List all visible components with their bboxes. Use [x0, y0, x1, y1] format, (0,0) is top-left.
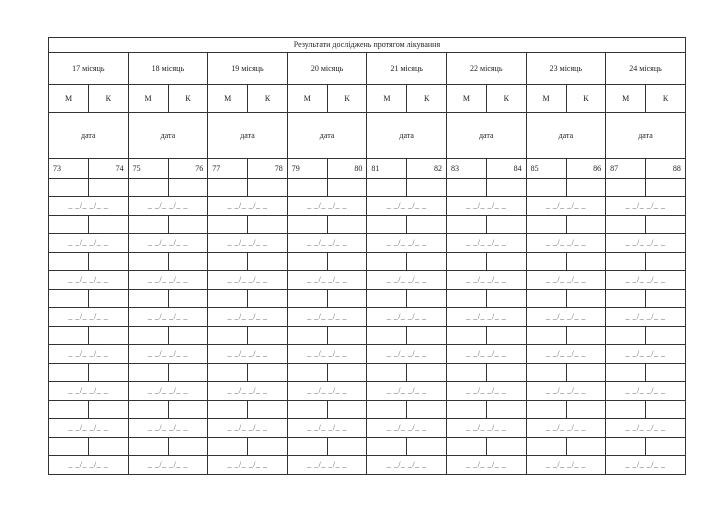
m-value-cell[interactable] [446, 179, 486, 197]
m-value-cell[interactable] [208, 401, 248, 419]
m-value-cell[interactable] [446, 438, 486, 456]
m-value-cell[interactable] [208, 438, 248, 456]
date-entry[interactable]: _ _/_ _/_ _ [49, 271, 129, 290]
k-value-cell[interactable] [327, 327, 367, 345]
date-entry[interactable]: _ _/_ _/_ _ [49, 308, 129, 327]
date-entry[interactable]: _ _/_ _/_ _ [208, 456, 288, 475]
m-label: М [49, 85, 89, 113]
date-entry[interactable]: _ _/_ _/_ _ [367, 382, 447, 401]
k-value-cell[interactable] [646, 401, 686, 419]
m-value-cell[interactable] [606, 253, 646, 271]
date-entry[interactable]: _ _/_ _/_ _ [128, 197, 208, 216]
m-value-cell[interactable] [367, 438, 407, 456]
m-value-cell[interactable] [128, 179, 168, 197]
k-value-cell[interactable] [486, 364, 526, 382]
k-value-cell[interactable] [327, 364, 367, 382]
m-value-cell[interactable] [367, 253, 407, 271]
m-value-cell[interactable] [287, 364, 327, 382]
k-value-cell[interactable] [566, 216, 606, 234]
date-entry[interactable]: _ _/_ _/_ _ [526, 197, 606, 216]
m-label: М [446, 85, 486, 113]
date-label: дата [287, 113, 367, 159]
date-entry[interactable]: _ _/_ _/_ _ [208, 197, 288, 216]
k-value-cell[interactable] [566, 327, 606, 345]
k-value-cell[interactable] [168, 327, 208, 345]
k-value-cell[interactable] [248, 327, 288, 345]
date-entry[interactable]: _ _/_ _/_ _ [606, 308, 686, 327]
date-entry[interactable]: _ _/_ _/_ _ [49, 345, 129, 364]
date-entry[interactable]: _ _/_ _/_ _ [526, 456, 606, 475]
column-number: 87 [606, 159, 646, 179]
date-entry[interactable]: _ _/_ _/_ _ [606, 345, 686, 364]
m-value-cell[interactable] [128, 438, 168, 456]
date-entry[interactable]: _ _/_ _/_ _ [446, 271, 526, 290]
column-number: 78 [248, 159, 288, 179]
k-label: К [168, 85, 208, 113]
date-entry[interactable]: _ _/_ _/_ _ [287, 345, 367, 364]
date-entry[interactable]: _ _/_ _/_ _ [49, 234, 129, 253]
date-entry[interactable]: _ _/_ _/_ _ [526, 271, 606, 290]
column-number: 76 [168, 159, 208, 179]
date-entry[interactable]: _ _/_ _/_ _ [49, 456, 129, 475]
k-value-cell[interactable] [566, 364, 606, 382]
m-value-cell[interactable] [606, 179, 646, 197]
m-label: М [128, 85, 168, 113]
m-value-cell[interactable] [208, 290, 248, 308]
date-entry[interactable]: _ _/_ _/_ _ [128, 234, 208, 253]
m-label: М [367, 85, 407, 113]
date-entry[interactable]: _ _/_ _/_ _ [287, 234, 367, 253]
k-value-cell[interactable] [327, 290, 367, 308]
k-value-cell[interactable] [486, 401, 526, 419]
date-entry[interactable]: _ _/_ _/_ _ [606, 197, 686, 216]
m-value-cell[interactable] [208, 364, 248, 382]
m-value-cell[interactable] [526, 401, 566, 419]
m-value-cell[interactable] [128, 364, 168, 382]
k-label: К [646, 85, 686, 113]
m-value-cell[interactable] [208, 179, 248, 197]
column-number: 79 [287, 159, 327, 179]
month-header: 19 місяць [208, 53, 288, 85]
k-value-cell[interactable] [89, 179, 129, 197]
m-value-cell[interactable] [367, 179, 407, 197]
k-value-cell[interactable] [168, 364, 208, 382]
date-entry[interactable]: _ _/_ _/_ _ [49, 382, 129, 401]
k-value-cell[interactable] [486, 438, 526, 456]
m-label: М [526, 85, 566, 113]
k-value-cell[interactable] [89, 438, 129, 456]
k-value-cell[interactable] [407, 179, 447, 197]
k-value-cell[interactable] [248, 364, 288, 382]
k-value-cell[interactable] [407, 364, 447, 382]
m-value-cell[interactable] [367, 327, 407, 345]
m-value-cell[interactable] [208, 327, 248, 345]
date-entry[interactable]: _ _/_ _/_ _ [287, 382, 367, 401]
m-value-cell[interactable] [287, 327, 327, 345]
k-value-cell[interactable] [89, 290, 129, 308]
k-value-cell[interactable] [486, 179, 526, 197]
k-value-cell[interactable] [486, 216, 526, 234]
m-value-cell[interactable] [446, 216, 486, 234]
date-entry[interactable]: _ _/_ _/_ _ [128, 345, 208, 364]
column-number: 82 [407, 159, 447, 179]
column-number: 73 [49, 159, 89, 179]
date-entry[interactable]: _ _/_ _/_ _ [446, 456, 526, 475]
date-entry[interactable]: _ _/_ _/_ _ [446, 234, 526, 253]
month-header: 23 місяць [526, 53, 606, 85]
date-entry[interactable]: _ _/_ _/_ _ [367, 271, 447, 290]
date-entry[interactable]: _ _/_ _/_ _ [49, 197, 129, 216]
date-entry[interactable]: _ _/_ _/_ _ [128, 382, 208, 401]
k-value-cell[interactable] [407, 401, 447, 419]
date-entry[interactable]: _ _/_ _/_ _ [367, 234, 447, 253]
date-entry[interactable]: _ _/_ _/_ _ [446, 345, 526, 364]
date-entry[interactable]: _ _/_ _/_ _ [128, 456, 208, 475]
k-value-cell[interactable] [407, 290, 447, 308]
m-value-cell[interactable] [367, 290, 407, 308]
date-entry[interactable]: _ _/_ _/_ _ [128, 308, 208, 327]
k-value-cell[interactable] [646, 438, 686, 456]
k-value-cell[interactable] [486, 290, 526, 308]
date-entry[interactable]: _ _/_ _/_ _ [208, 234, 288, 253]
m-label: М [208, 85, 248, 113]
date-entry[interactable]: _ _/_ _/_ _ [367, 419, 447, 438]
month-header: 22 місяць [446, 53, 526, 85]
date-entry[interactable]: _ _/_ _/_ _ [446, 419, 526, 438]
k-value-cell[interactable] [168, 290, 208, 308]
date-entry[interactable]: _ _/_ _/_ _ [208, 419, 288, 438]
m-value-cell[interactable] [606, 327, 646, 345]
m-value-cell[interactable] [287, 253, 327, 271]
m-value-cell[interactable] [526, 179, 566, 197]
m-value-cell[interactable] [287, 179, 327, 197]
m-value-cell[interactable] [287, 216, 327, 234]
m-value-cell[interactable] [526, 253, 566, 271]
month-header: 17 місяць [49, 53, 129, 85]
date-entry[interactable]: _ _/_ _/_ _ [606, 382, 686, 401]
date-entry[interactable]: _ _/_ _/_ _ [446, 197, 526, 216]
m-value-cell[interactable] [367, 401, 407, 419]
date-entry[interactable]: _ _/_ _/_ _ [606, 271, 686, 290]
m-value-cell[interactable] [128, 327, 168, 345]
k-value-cell[interactable] [89, 327, 129, 345]
m-value-cell[interactable] [128, 401, 168, 419]
k-value-cell[interactable] [646, 364, 686, 382]
column-number: 74 [89, 159, 129, 179]
m-value-cell[interactable] [526, 290, 566, 308]
m-value-cell[interactable] [606, 290, 646, 308]
k-value-cell[interactable] [486, 327, 526, 345]
date-entry[interactable]: _ _/_ _/_ _ [49, 419, 129, 438]
date-label: дата [446, 113, 526, 159]
k-value-cell[interactable] [89, 401, 129, 419]
k-value-cell[interactable] [566, 253, 606, 271]
column-number: 81 [367, 159, 407, 179]
date-label: дата [367, 113, 447, 159]
k-value-cell[interactable] [566, 290, 606, 308]
k-value-cell[interactable] [407, 216, 447, 234]
date-entry[interactable]: _ _/_ _/_ _ [367, 456, 447, 475]
k-value-cell[interactable] [327, 179, 367, 197]
m-value-cell[interactable] [606, 364, 646, 382]
m-value-cell[interactable] [606, 438, 646, 456]
column-number: 80 [327, 159, 367, 179]
k-label: К [248, 85, 288, 113]
k-value-cell[interactable] [646, 290, 686, 308]
k-value-cell[interactable] [168, 253, 208, 271]
column-number: 88 [646, 159, 686, 179]
m-value-cell[interactable] [49, 401, 89, 419]
k-value-cell[interactable] [646, 216, 686, 234]
m-value-cell[interactable] [446, 364, 486, 382]
date-label: дата [208, 113, 288, 159]
month-header: 21 місяць [367, 53, 447, 85]
date-entry[interactable]: _ _/_ _/_ _ [208, 308, 288, 327]
date-entry[interactable]: _ _/_ _/_ _ [287, 419, 367, 438]
k-value-cell[interactable] [89, 364, 129, 382]
k-value-cell[interactable] [248, 179, 288, 197]
date-entry[interactable]: _ _/_ _/_ _ [526, 308, 606, 327]
date-entry[interactable]: _ _/_ _/_ _ [367, 345, 447, 364]
m-value-cell[interactable] [128, 216, 168, 234]
date-entry[interactable]: _ _/_ _/_ _ [526, 234, 606, 253]
m-value-cell[interactable] [446, 253, 486, 271]
date-entry[interactable]: _ _/_ _/_ _ [287, 308, 367, 327]
k-value-cell[interactable] [566, 438, 606, 456]
m-value-cell[interactable] [128, 290, 168, 308]
k-value-cell[interactable] [89, 216, 129, 234]
m-value-cell[interactable] [526, 438, 566, 456]
date-entry[interactable]: _ _/_ _/_ _ [208, 271, 288, 290]
m-value-cell[interactable] [367, 216, 407, 234]
m-value-cell[interactable] [49, 290, 89, 308]
date-entry[interactable]: _ _/_ _/_ _ [208, 345, 288, 364]
k-value-cell[interactable] [89, 253, 129, 271]
k-label: К [566, 85, 606, 113]
m-value-cell[interactable] [367, 364, 407, 382]
k-value-cell[interactable] [168, 179, 208, 197]
k-value-cell[interactable] [248, 290, 288, 308]
date-entry[interactable]: _ _/_ _/_ _ [606, 456, 686, 475]
m-value-cell[interactable] [49, 327, 89, 345]
m-value-cell[interactable] [446, 401, 486, 419]
table-title: Результати досліджень протягом лікування [49, 38, 686, 53]
m-value-cell[interactable] [446, 290, 486, 308]
date-entry[interactable]: _ _/_ _/_ _ [526, 345, 606, 364]
k-value-cell[interactable] [327, 253, 367, 271]
k-value-cell[interactable] [168, 438, 208, 456]
date-entry[interactable]: _ _/_ _/_ _ [526, 419, 606, 438]
m-value-cell[interactable] [49, 364, 89, 382]
k-value-cell[interactable] [646, 253, 686, 271]
k-value-cell[interactable] [327, 438, 367, 456]
m-value-cell[interactable] [526, 216, 566, 234]
k-value-cell[interactable] [407, 438, 447, 456]
month-header: 18 місяць [128, 53, 208, 85]
date-entry[interactable]: _ _/_ _/_ _ [128, 271, 208, 290]
date-entry[interactable]: _ _/_ _/_ _ [367, 308, 447, 327]
k-value-cell[interactable] [407, 253, 447, 271]
k-value-cell[interactable] [168, 401, 208, 419]
m-value-cell[interactable] [49, 216, 89, 234]
m-value-cell[interactable] [49, 438, 89, 456]
date-entry[interactable]: _ _/_ _/_ _ [208, 382, 288, 401]
date-entry[interactable]: _ _/_ _/_ _ [367, 197, 447, 216]
k-label: К [486, 85, 526, 113]
m-value-cell[interactable] [287, 438, 327, 456]
m-label: М [606, 85, 646, 113]
column-number: 86 [566, 159, 606, 179]
m-value-cell[interactable] [128, 253, 168, 271]
k-label: К [327, 85, 367, 113]
m-value-cell[interactable] [606, 401, 646, 419]
date-label: дата [526, 113, 606, 159]
column-number: 75 [128, 159, 168, 179]
k-value-cell[interactable] [486, 253, 526, 271]
date-entry[interactable]: _ _/_ _/_ _ [526, 382, 606, 401]
k-value-cell[interactable] [248, 401, 288, 419]
date-entry[interactable]: _ _/_ _/_ _ [446, 382, 526, 401]
k-value-cell[interactable] [407, 327, 447, 345]
treatment-results-table [48, 37, 686, 475]
date-label: дата [49, 113, 129, 159]
m-value-cell[interactable] [287, 290, 327, 308]
column-number: 77 [208, 159, 248, 179]
date-entry[interactable]: _ _/_ _/_ _ [606, 234, 686, 253]
m-label: М [287, 85, 327, 113]
month-header: 20 місяць [287, 53, 367, 85]
m-value-cell[interactable] [287, 401, 327, 419]
date-label: дата [128, 113, 208, 159]
date-entry[interactable]: _ _/_ _/_ _ [128, 419, 208, 438]
date-entry[interactable]: _ _/_ _/_ _ [287, 456, 367, 475]
k-label: К [407, 85, 447, 113]
k-value-cell[interactable] [566, 401, 606, 419]
date-entry[interactable]: _ _/_ _/_ _ [287, 197, 367, 216]
m-value-cell[interactable] [446, 327, 486, 345]
date-entry[interactable]: _ _/_ _/_ _ [287, 271, 367, 290]
date-entry[interactable]: _ _/_ _/_ _ [446, 308, 526, 327]
month-header: 24 місяць [606, 53, 686, 85]
k-value-cell[interactable] [646, 179, 686, 197]
date-entry[interactable]: _ _/_ _/_ _ [606, 419, 686, 438]
column-number: 85 [526, 159, 566, 179]
m-value-cell[interactable] [526, 327, 566, 345]
m-value-cell[interactable] [208, 253, 248, 271]
column-number: 83 [446, 159, 486, 179]
k-value-cell[interactable] [248, 438, 288, 456]
column-number: 84 [486, 159, 526, 179]
m-value-cell[interactable] [606, 216, 646, 234]
k-value-cell[interactable] [327, 216, 367, 234]
m-value-cell[interactable] [49, 179, 89, 197]
k-label: К [89, 85, 129, 113]
m-value-cell[interactable] [49, 253, 89, 271]
k-value-cell[interactable] [566, 179, 606, 197]
m-value-cell[interactable] [526, 364, 566, 382]
m-value-cell[interactable] [208, 216, 248, 234]
k-value-cell[interactable] [248, 253, 288, 271]
k-value-cell[interactable] [248, 216, 288, 234]
k-value-cell[interactable] [168, 216, 208, 234]
date-label: дата [606, 113, 686, 159]
k-value-cell[interactable] [327, 401, 367, 419]
k-value-cell[interactable] [646, 327, 686, 345]
